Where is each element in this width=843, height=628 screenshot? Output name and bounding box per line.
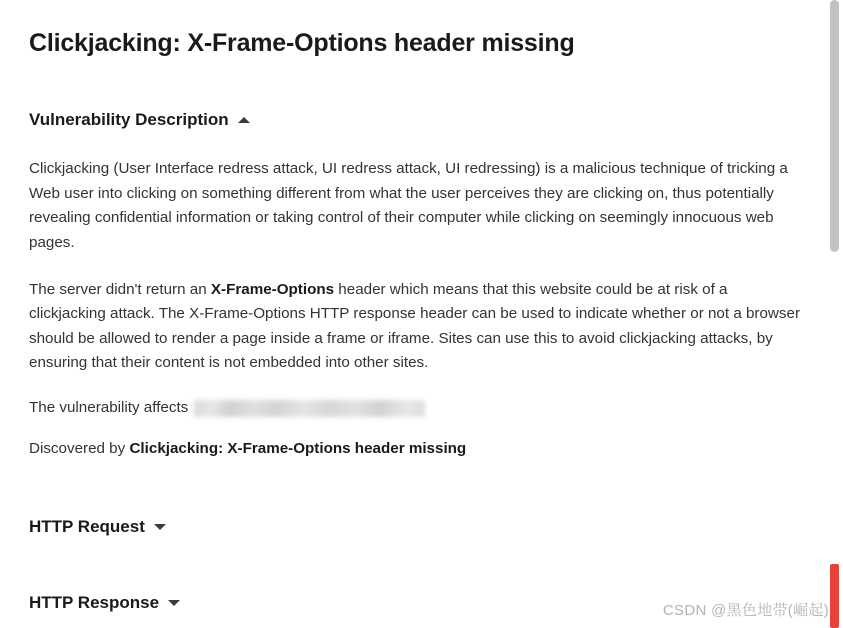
discovered-by-label: Discovered by <box>29 439 126 457</box>
caret-down-icon[interactable] <box>154 524 166 530</box>
section-heading-label: Vulnerability Description <box>29 110 229 129</box>
discovered-by-value: Clickjacking: X-Frame-Options header missing <box>129 439 467 457</box>
x-frame-options-term: X-Frame-Options <box>210 280 335 298</box>
description-paragraph-2 <box>29 278 803 377</box>
section-http-request <box>29 517 803 537</box>
redacted-target-value <box>194 400 425 417</box>
vulnerability-affects-label: The vulnerability affects <box>29 399 189 416</box>
section-header-vulnerability-description[interactable] <box>29 110 803 130</box>
scrollbar-accent-marker[interactable] <box>830 564 839 628</box>
watermark-text: CSDN @黑色地带(崛起) <box>662 602 829 619</box>
section-heading-label: HTTP Request <box>29 517 145 537</box>
section-heading-label: HTTP Response <box>29 593 160 613</box>
description-paragraph-1: Clickjacking (User Interface redress attack, UI redress attack, UI redressing) is a malicious technique of tricking a Web user into clicking on something different from what the user perceives they are clicking on, thus potentially revealing confidential information or taking control of their computer while clicking on seemingly innocuous web pages. <box>29 160 788 251</box>
vulnerability-affects-line <box>29 396 803 421</box>
section-header-http-request[interactable] <box>29 517 803 537</box>
page-title: Clickjacking: X-Frame-Options header missing <box>29 29 575 57</box>
discovered-by-line <box>29 437 803 462</box>
paragraph-2-pre-text: The server didn't return an <box>29 280 211 298</box>
scrollbar-thumb[interactable] <box>830 0 839 252</box>
caret-down-icon[interactable] <box>168 600 180 606</box>
paragraph-2-post-text: header which means that this website could be at risk of a clickjacking attack. The X-Frame-Options HTTP response header can be used to indicate whether or not a browser should be allowed to render a page inside a frame or iframe. Sites can use this to avoid clickjacking attacks, by ensuring that their content is not embedded into other sites. <box>29 280 801 372</box>
caret-up-icon[interactable] <box>238 117 250 123</box>
section-vulnerability-description <box>29 110 803 461</box>
